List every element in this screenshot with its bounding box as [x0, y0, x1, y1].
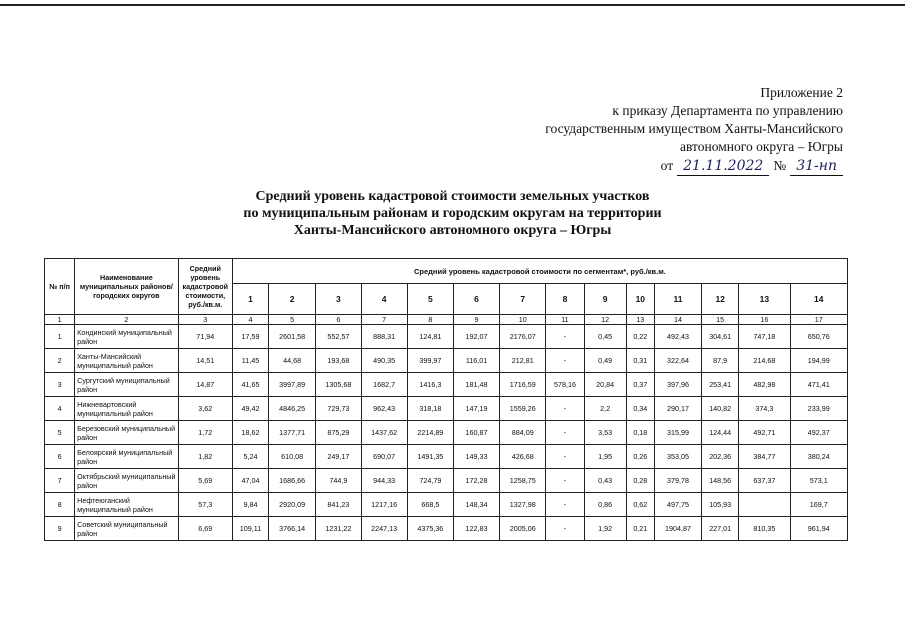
- segment-value: 353,05: [654, 445, 701, 469]
- segment-value: 1327,98: [500, 493, 546, 517]
- segment-value: 1231,22: [316, 517, 361, 541]
- segment-header: 7: [500, 284, 546, 315]
- district-name: Сургутский муниципальный район: [75, 373, 179, 397]
- segment-value: 3997,89: [269, 373, 316, 397]
- segment-value: 397,96: [654, 373, 701, 397]
- column-index: 12: [584, 315, 626, 325]
- segment-value: 744,9: [316, 469, 361, 493]
- segment-value: 148,56: [702, 469, 739, 493]
- segment-header: 2: [269, 284, 316, 315]
- segment-value: 2214,89: [407, 421, 453, 445]
- segment-value: 9,84: [232, 493, 268, 517]
- average-value: 5,69: [178, 469, 232, 493]
- appendix-header: [545, 84, 843, 176]
- column-index: 10: [500, 315, 546, 325]
- segment-value: 41,65: [232, 373, 268, 397]
- segment-header: 12: [702, 284, 739, 315]
- average-value: 1,72: [178, 421, 232, 445]
- segment-value: 944,33: [361, 469, 407, 493]
- column-index: 15: [702, 315, 739, 325]
- table-row: [45, 469, 848, 493]
- segment-value: 194,99: [790, 349, 847, 373]
- column-index: 8: [407, 315, 453, 325]
- segment-value: 160,87: [453, 421, 499, 445]
- segment-value: 497,75: [654, 493, 701, 517]
- segment-value: 374,3: [739, 397, 790, 421]
- segment-value: 18,62: [232, 421, 268, 445]
- segment-value: 0,43: [584, 469, 626, 493]
- segment-value: 304,61: [702, 325, 739, 349]
- segment-value: 1217,16: [361, 493, 407, 517]
- segment-header: 3: [316, 284, 361, 315]
- row-number: 5: [45, 421, 75, 445]
- row-number: 1: [45, 325, 75, 349]
- segment-value: 122,83: [453, 517, 499, 541]
- segment-value: 482,98: [739, 373, 790, 397]
- table-row: [45, 397, 848, 421]
- segment-value: 384,77: [739, 445, 790, 469]
- segment-header: 5: [407, 284, 453, 315]
- segment-value: 2176,07: [500, 325, 546, 349]
- segment-value: 214,68: [739, 349, 790, 373]
- segment-header: 9: [584, 284, 626, 315]
- header-num: № п/п: [45, 259, 75, 315]
- row-number: 6: [45, 445, 75, 469]
- segment-value: [739, 493, 790, 517]
- segment-header: 6: [453, 284, 499, 315]
- handwritten-date: 21.11.2022: [677, 157, 769, 176]
- scan-border-line: [0, 4, 905, 6]
- segment-value: 0,45: [584, 325, 626, 349]
- column-index: 2: [75, 315, 179, 325]
- table-row: [45, 517, 848, 541]
- document-title: [0, 188, 905, 239]
- header-name: Наименование муниципальных районов/городских округов: [75, 259, 179, 315]
- column-index: 7: [361, 315, 407, 325]
- segment-value: 0,49: [584, 349, 626, 373]
- segment-value: 17,59: [232, 325, 268, 349]
- segment-value: 147,19: [453, 397, 499, 421]
- segment-value: 490,35: [361, 349, 407, 373]
- segment-value: 1686,66: [269, 469, 316, 493]
- column-index: 16: [739, 315, 790, 325]
- segment-header: 1: [232, 284, 268, 315]
- segment-value: 318,18: [407, 397, 453, 421]
- cadastral-value-table: [44, 258, 848, 541]
- average-value: 71,94: [178, 325, 232, 349]
- table-row: [45, 325, 848, 349]
- column-index: 9: [453, 315, 499, 325]
- segment-value: 875,29: [316, 421, 361, 445]
- segment-value: 249,17: [316, 445, 361, 469]
- segment-value: 2,2: [584, 397, 626, 421]
- segment-value: 290,17: [654, 397, 701, 421]
- segment-value: 1377,71: [269, 421, 316, 445]
- segment-value: 962,43: [361, 397, 407, 421]
- segment-value: 0,26: [626, 445, 654, 469]
- segment-value: 172,28: [453, 469, 499, 493]
- average-value: 6,69: [178, 517, 232, 541]
- handwritten-number: 31-нп: [790, 157, 843, 176]
- district-name: Советский муниципальный район: [75, 517, 179, 541]
- segment-value: 650,76: [790, 325, 847, 349]
- segment-value: 1305,68: [316, 373, 361, 397]
- column-index: 13: [626, 315, 654, 325]
- segment-value: 148,34: [453, 493, 499, 517]
- segment-value: 124,81: [407, 325, 453, 349]
- average-value: 14,87: [178, 373, 232, 397]
- segment-value: 0,18: [626, 421, 654, 445]
- segment-value: 1904,87: [654, 517, 701, 541]
- table-row: [45, 373, 848, 397]
- segment-header: 11: [654, 284, 701, 315]
- segment-value: 1437,62: [361, 421, 407, 445]
- segment-value: 11,45: [232, 349, 268, 373]
- segment-value: -: [546, 493, 584, 517]
- segment-header: 4: [361, 284, 407, 315]
- segment-value: 888,31: [361, 325, 407, 349]
- segment-value: 0,34: [626, 397, 654, 421]
- segment-value: 2247,13: [361, 517, 407, 541]
- segment-value: 5,24: [232, 445, 268, 469]
- segment-value: 0,37: [626, 373, 654, 397]
- segment-header: 8: [546, 284, 584, 315]
- date-number-line: [545, 157, 843, 176]
- district-name: Октябрьский муниципальный район: [75, 469, 179, 493]
- segment-value: 0,21: [626, 517, 654, 541]
- segment-value: 124,44: [702, 421, 739, 445]
- segment-value: 884,09: [500, 421, 546, 445]
- segment-value: 426,68: [500, 445, 546, 469]
- segment-header: 10: [626, 284, 654, 315]
- row-number: 7: [45, 469, 75, 493]
- segment-value: 380,24: [790, 445, 847, 469]
- segment-value: 2005,06: [500, 517, 546, 541]
- segment-value: 3766,14: [269, 517, 316, 541]
- segment-header: 14: [790, 284, 847, 315]
- segment-value: 961,94: [790, 517, 847, 541]
- average-value: 14,51: [178, 349, 232, 373]
- segment-value: 690,07: [361, 445, 407, 469]
- header-avg: Средний уровень кадастровой стоимости, руб./кв.м.: [178, 259, 232, 315]
- column-index: 4: [232, 315, 268, 325]
- segment-value: 87,9: [702, 349, 739, 373]
- segment-value: 1258,75: [500, 469, 546, 493]
- number-prefix: №: [773, 158, 787, 173]
- segment-value: 0,22: [626, 325, 654, 349]
- segment-value: 841,23: [316, 493, 361, 517]
- segment-value: 140,82: [702, 397, 739, 421]
- segment-value: 1,92: [584, 517, 626, 541]
- column-index: 6: [316, 315, 361, 325]
- segment-value: 181,48: [453, 373, 499, 397]
- column-index: 1: [45, 315, 75, 325]
- segment-value: 169,7: [790, 493, 847, 517]
- segment-value: 47,04: [232, 469, 268, 493]
- column-index: 17: [790, 315, 847, 325]
- segment-value: 492,71: [739, 421, 790, 445]
- segment-value: 0,86: [584, 493, 626, 517]
- segment-value: 668,5: [407, 493, 453, 517]
- segment-value: 2920,09: [269, 493, 316, 517]
- segment-value: 0,62: [626, 493, 654, 517]
- district-name: Белоярский муниципальный район: [75, 445, 179, 469]
- segment-value: 202,36: [702, 445, 739, 469]
- segment-value: -: [546, 445, 584, 469]
- segment-value: -: [546, 421, 584, 445]
- segment-value: 492,43: [654, 325, 701, 349]
- segment-value: 637,37: [739, 469, 790, 493]
- segment-value: -: [546, 469, 584, 493]
- segment-value: 44,68: [269, 349, 316, 373]
- segment-value: -: [546, 517, 584, 541]
- segment-value: 227,01: [702, 517, 739, 541]
- segment-value: 552,57: [316, 325, 361, 349]
- segment-value: 0,31: [626, 349, 654, 373]
- table-row: [45, 349, 848, 373]
- appendix-line-4: автономного округа – Югры: [680, 139, 843, 154]
- segment-value: 116,01: [453, 349, 499, 373]
- segment-value: 49,42: [232, 397, 268, 421]
- row-number: 3: [45, 373, 75, 397]
- segment-value: 379,78: [654, 469, 701, 493]
- segment-value: 322,64: [654, 349, 701, 373]
- district-name: Кондинский муниципальный район: [75, 325, 179, 349]
- header-segments: Средний уровень кадастровой стоимости по сегментам*, руб./кв.м.: [232, 259, 847, 284]
- column-index: 3: [178, 315, 232, 325]
- appendix-line-3: государственным имуществом Ханты-Мансийского: [545, 121, 843, 136]
- segment-value: 212,81: [500, 349, 546, 373]
- segment-value: 2601,58: [269, 325, 316, 349]
- segment-value: 105,93: [702, 493, 739, 517]
- title-line-3: Ханты-Мансийского автономного округа – Югры: [293, 223, 612, 238]
- row-number: 9: [45, 517, 75, 541]
- appendix-line-2: к приказу Департамента по управлению: [612, 103, 843, 118]
- table-row: [45, 493, 848, 517]
- column-index: 14: [654, 315, 701, 325]
- segment-value: -: [546, 349, 584, 373]
- table-row: [45, 445, 848, 469]
- district-name: Березовский муниципальный район: [75, 421, 179, 445]
- date-prefix: от: [660, 158, 674, 173]
- column-index: 5: [269, 315, 316, 325]
- segment-value: 724,79: [407, 469, 453, 493]
- segment-value: 4846,25: [269, 397, 316, 421]
- average-value: 1,82: [178, 445, 232, 469]
- segment-value: 233,99: [790, 397, 847, 421]
- segment-header: 13: [739, 284, 790, 315]
- column-index: 11: [546, 315, 584, 325]
- table-row: [45, 421, 848, 445]
- column-index-row: [45, 315, 848, 325]
- segment-value: 3,53: [584, 421, 626, 445]
- row-number: 2: [45, 349, 75, 373]
- segment-value: 253,41: [702, 373, 739, 397]
- segment-value: 471,41: [790, 373, 847, 397]
- district-name: Ханты-Мансийский муниципальный район: [75, 349, 179, 373]
- segment-value: 1491,35: [407, 445, 453, 469]
- segment-value: 315,99: [654, 421, 701, 445]
- segment-value: 578,16: [546, 373, 584, 397]
- segment-value: -: [546, 397, 584, 421]
- segment-value: 1716,59: [500, 373, 546, 397]
- segment-value: 810,35: [739, 517, 790, 541]
- row-number: 4: [45, 397, 75, 421]
- row-number: 8: [45, 493, 75, 517]
- segment-value: 1682,7: [361, 373, 407, 397]
- segment-value: 20,84: [584, 373, 626, 397]
- segment-value: 149,33: [453, 445, 499, 469]
- segment-value: 729,73: [316, 397, 361, 421]
- segment-value: 4375,36: [407, 517, 453, 541]
- segment-value: 109,11: [232, 517, 268, 541]
- district-name: Нефтеюганский муниципальный район: [75, 493, 179, 517]
- segment-value: 573,1: [790, 469, 847, 493]
- average-value: 57,3: [178, 493, 232, 517]
- table-body: [45, 325, 848, 541]
- segment-value: 0,28: [626, 469, 654, 493]
- segment-value: -: [546, 325, 584, 349]
- title-line-2: по муниципальным районам и городским округам на территории: [243, 206, 662, 221]
- segment-value: 747,18: [739, 325, 790, 349]
- segment-value: 192,07: [453, 325, 499, 349]
- segment-value: 610,08: [269, 445, 316, 469]
- segment-value: 399,97: [407, 349, 453, 373]
- segment-value: 492,37: [790, 421, 847, 445]
- segment-value: 1,95: [584, 445, 626, 469]
- segment-value: 1559,26: [500, 397, 546, 421]
- title-line-1: Средний уровень кадастровой стоимости земельных участков: [255, 189, 650, 204]
- segment-value: 1416,3: [407, 373, 453, 397]
- segment-value: 193,68: [316, 349, 361, 373]
- district-name: Нижневартовский муниципальный район: [75, 397, 179, 421]
- average-value: 3,62: [178, 397, 232, 421]
- appendix-line-1: Приложение 2: [760, 85, 843, 100]
